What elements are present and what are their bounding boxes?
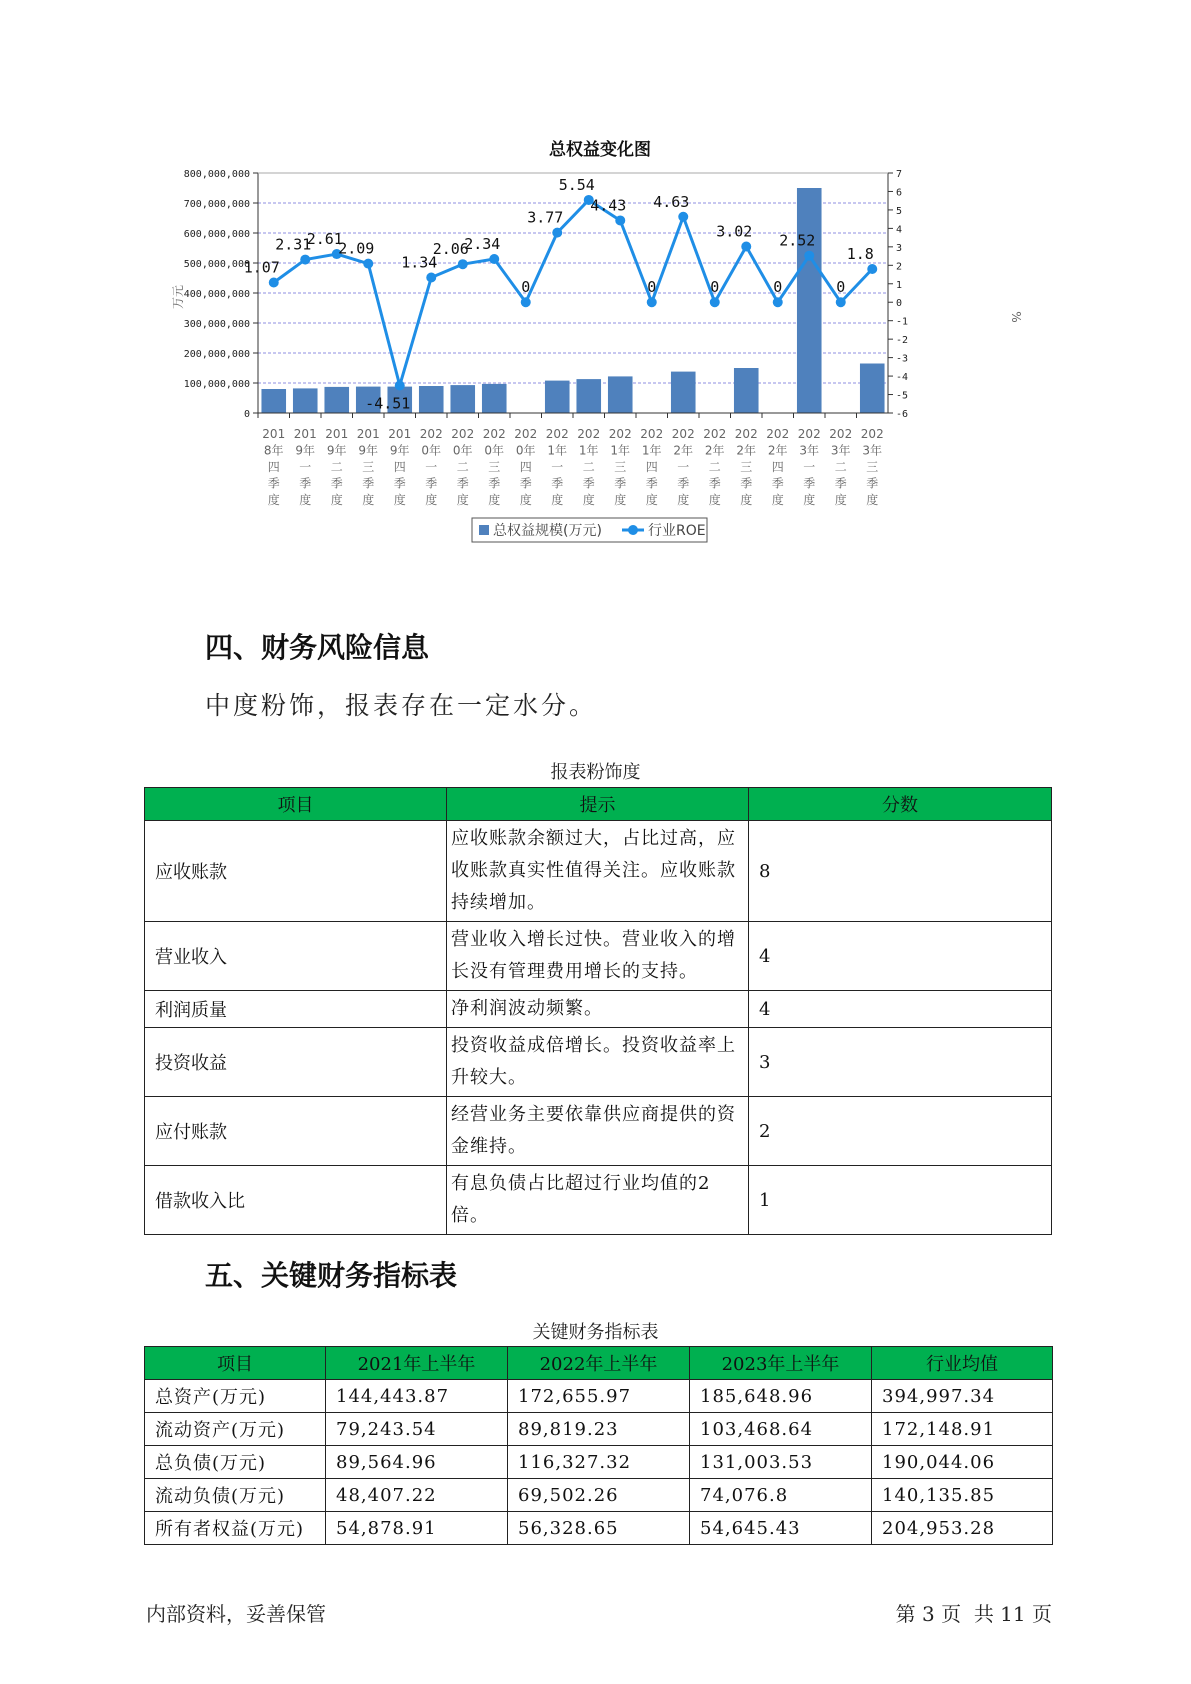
x-tick-label: 三 bbox=[614, 460, 627, 474]
table-row bbox=[145, 1446, 1053, 1479]
chart-legend bbox=[472, 518, 707, 542]
risk-tip: 营业收入增长过快。营业收入的增长没有管理费用增长的支持。 bbox=[446, 922, 748, 991]
equity-bar bbox=[419, 386, 444, 413]
x-tick-label: 202 bbox=[797, 427, 821, 441]
x-tick-label: 度 bbox=[645, 493, 658, 507]
total-equity-chart bbox=[170, 135, 1040, 595]
x-tick-label: 202 bbox=[545, 427, 569, 441]
table-row bbox=[145, 1479, 1053, 1512]
x-tick-label: 201 bbox=[356, 427, 380, 441]
roe-point bbox=[867, 264, 877, 274]
risk-item: 营业收入 bbox=[145, 922, 447, 991]
x-tick-label: 一 bbox=[425, 460, 438, 474]
kpi-value: 185,648.96 bbox=[690, 1380, 872, 1413]
x-tick-label: 度 bbox=[299, 493, 312, 507]
legend-bar-label: 总权益规模(万元) bbox=[493, 523, 602, 539]
roe-data-label: 4.63 bbox=[653, 192, 690, 211]
x-tick-label: 度 bbox=[866, 493, 879, 507]
x-tick-label: 3年 bbox=[862, 443, 883, 458]
header-2021h1: 2021年上半年 bbox=[326, 1347, 508, 1380]
roe-data-label: 1.34 bbox=[401, 253, 438, 272]
kpi-item: 流动资产(万元) bbox=[145, 1413, 326, 1446]
left-tick-label: 500,000,000 bbox=[183, 259, 250, 270]
x-tick-label: 度 bbox=[456, 493, 469, 507]
roe-data-label: 0 bbox=[710, 278, 720, 297]
table-row bbox=[145, 991, 1052, 1028]
x-tick-label: 度 bbox=[551, 493, 564, 507]
x-tick-label: 一 bbox=[299, 460, 312, 474]
equity-bar bbox=[671, 372, 696, 413]
roe-data-label: 2.34 bbox=[464, 235, 501, 254]
x-tick-label: 202 bbox=[860, 427, 884, 441]
x-tick-label: 季 bbox=[299, 476, 312, 491]
x-tick-label: 度 bbox=[803, 493, 816, 507]
left-tick-label: 300,000,000 bbox=[183, 319, 250, 330]
x-tick-label: 3年 bbox=[799, 443, 820, 458]
x-tick-label: 三 bbox=[740, 460, 753, 474]
x-tick-label: 三 bbox=[488, 460, 501, 474]
kpi-value: 131,003.53 bbox=[690, 1446, 872, 1479]
x-tick-label: 0年 bbox=[452, 443, 473, 458]
roe-data-label: 2.09 bbox=[338, 239, 375, 258]
x-tick-label: 季 bbox=[803, 476, 816, 491]
x-tick-label: 202 bbox=[577, 427, 601, 441]
risk-item: 借款收入比 bbox=[145, 1166, 447, 1235]
equity-bar bbox=[797, 188, 822, 413]
right-tick-label: 1 bbox=[896, 279, 903, 291]
risk-tip: 投资收益成倍增长。投资收益率上升较大。 bbox=[446, 1028, 748, 1097]
header-industry-avg: 行业均值 bbox=[872, 1347, 1053, 1380]
x-tick-label: 季 bbox=[267, 476, 280, 491]
x-tick-label: 0年 bbox=[484, 443, 505, 458]
right-tick-label: 5 bbox=[896, 205, 903, 217]
right-tick-label: -4 bbox=[896, 372, 909, 384]
kpi-value: 79,243.54 bbox=[326, 1413, 508, 1446]
right-tick-label: -3 bbox=[896, 353, 909, 365]
right-tick-label: 7 bbox=[896, 169, 903, 180]
x-tick-label: 二 bbox=[456, 460, 469, 474]
x-tick-label: 201 bbox=[262, 427, 286, 441]
table-row bbox=[145, 1166, 1052, 1235]
section-5-heading: 五、关键财务指标表 bbox=[205, 1259, 458, 1292]
legend-line-label: 行业ROE bbox=[648, 523, 706, 539]
right-tick-label: 4 bbox=[896, 224, 903, 236]
x-tick-label: 季 bbox=[740, 476, 753, 491]
left-tick-label: 600,000,000 bbox=[183, 229, 250, 240]
x-tick-label: 季 bbox=[582, 476, 595, 491]
x-tick-label: 季 bbox=[645, 476, 658, 491]
equity-bar bbox=[545, 381, 570, 413]
kpi-value: 204,953.28 bbox=[872, 1512, 1053, 1545]
left-tick-label: 0 bbox=[243, 409, 250, 420]
kpi-item: 总资产(万元) bbox=[145, 1380, 326, 1413]
header-2022h1: 2022年上半年 bbox=[508, 1347, 690, 1380]
x-tick-label: 202 bbox=[419, 427, 443, 441]
kpi-value: 69,502.26 bbox=[508, 1479, 690, 1512]
roe-data-label: -4.51 bbox=[365, 394, 411, 413]
x-tick-label: 季 bbox=[519, 476, 532, 491]
x-tick-label: 202 bbox=[703, 427, 727, 441]
right-tick-label: -2 bbox=[896, 335, 909, 347]
x-tick-label: 季 bbox=[456, 476, 469, 491]
table-row bbox=[145, 1028, 1052, 1097]
kpi-value: 103,468.64 bbox=[690, 1413, 872, 1446]
left-tick-label: 200,000,000 bbox=[183, 349, 250, 360]
x-tick-label: 201 bbox=[388, 427, 412, 441]
x-tick-label: 0年 bbox=[515, 443, 536, 458]
kpi-value: 48,407.22 bbox=[326, 1479, 508, 1512]
kpi-value: 116,327.32 bbox=[508, 1446, 690, 1479]
x-tick-label: 季 bbox=[614, 476, 627, 491]
x-tick-label: 9年 bbox=[295, 443, 316, 458]
right-tick-label: 0 bbox=[896, 298, 903, 310]
section-4-heading: 四、财务风险信息 bbox=[205, 631, 430, 664]
x-tick-label: 度 bbox=[425, 493, 438, 507]
equity-bar bbox=[576, 379, 601, 413]
right-tick-label: 3 bbox=[896, 242, 903, 254]
right-tick-label: -1 bbox=[896, 316, 909, 328]
x-tick-label: 度 bbox=[519, 493, 532, 507]
roe-data-label: 3.77 bbox=[527, 208, 564, 227]
x-tick-label: 0年 bbox=[421, 443, 442, 458]
roe-point bbox=[741, 241, 751, 251]
kpi-value: 394,997.34 bbox=[872, 1380, 1053, 1413]
roe-point bbox=[363, 259, 373, 269]
x-tick-label: 度 bbox=[708, 493, 721, 507]
roe-point bbox=[300, 255, 310, 265]
left-tick-label: 400,000,000 bbox=[183, 289, 250, 300]
x-tick-label: 季 bbox=[708, 476, 721, 491]
right-tick-label: -5 bbox=[896, 390, 909, 402]
x-tick-label: 二 bbox=[708, 460, 721, 474]
roe-data-label: 1.07 bbox=[243, 258, 280, 277]
roe-point bbox=[773, 297, 783, 307]
kpi-value: 54,878.91 bbox=[326, 1512, 508, 1545]
kpi-value: 140,135.85 bbox=[872, 1479, 1053, 1512]
risk-summary: 中度粉饰，报表存在一定水分。 bbox=[205, 691, 598, 720]
table-row bbox=[145, 1097, 1052, 1166]
right-axis-label: % bbox=[1009, 311, 1023, 323]
kpi-value: 56,328.65 bbox=[508, 1512, 690, 1545]
x-tick-label: 四 bbox=[393, 460, 406, 474]
x-tick-label: 一 bbox=[677, 460, 690, 474]
legend-bar-swatch bbox=[479, 525, 489, 535]
x-tick-label: 四 bbox=[519, 460, 532, 474]
x-tick-label: 202 bbox=[608, 427, 632, 441]
x-tick-label: 季 bbox=[677, 476, 690, 491]
x-tick-label: 四 bbox=[267, 460, 280, 474]
risk-score: 4 bbox=[748, 991, 1051, 1028]
risk-tip: 经营业务主要依靠供应商提供的资金维持。 bbox=[446, 1097, 748, 1166]
kpi-value: 74,076.8 bbox=[690, 1479, 872, 1512]
left-axis-ticks bbox=[184, 169, 258, 420]
kpi-value: 89,819.23 bbox=[508, 1413, 690, 1446]
roe-data-label: 0 bbox=[521, 278, 531, 297]
x-tick-label: 度 bbox=[267, 493, 280, 507]
right-axis-ticks bbox=[888, 169, 908, 420]
x-tick-label: 202 bbox=[671, 427, 695, 441]
x-tick-label: 度 bbox=[771, 493, 784, 507]
kpi-value: 54,645.43 bbox=[690, 1512, 872, 1545]
header-score: 分数 bbox=[748, 788, 1051, 821]
risk-table-header bbox=[145, 788, 1052, 821]
right-tick-label: 6 bbox=[896, 187, 903, 199]
x-tick-label: 8年 bbox=[263, 443, 284, 458]
header-item: 项目 bbox=[145, 788, 447, 821]
footer-confidential: 内部资料，妥善保管 bbox=[146, 1602, 326, 1626]
roe-point bbox=[489, 254, 499, 264]
risk-item: 投资收益 bbox=[145, 1028, 447, 1097]
legend-line-marker bbox=[628, 525, 638, 535]
roe-point bbox=[710, 297, 720, 307]
x-tick-label: 度 bbox=[677, 493, 690, 507]
right-tick-label: 2 bbox=[896, 261, 903, 273]
roe-point bbox=[836, 297, 846, 307]
x-tick-label: 度 bbox=[614, 493, 627, 507]
x-tick-label: 202 bbox=[766, 427, 790, 441]
left-tick-label: 100,000,000 bbox=[183, 379, 250, 390]
x-tick-label: 2年 bbox=[673, 443, 694, 458]
x-tick-label: 二 bbox=[834, 460, 847, 474]
x-tick-label: 度 bbox=[488, 493, 501, 507]
footer-page-number: 第 3 页 共 11 页 bbox=[895, 1602, 1052, 1626]
x-tick-label: 二 bbox=[582, 460, 595, 474]
roe-data-label: 2.31 bbox=[275, 235, 312, 254]
roe-data-label: 2.52 bbox=[779, 231, 816, 250]
x-tick-label: 度 bbox=[362, 493, 375, 507]
x-tick-label: 一 bbox=[803, 460, 816, 474]
x-tick-label: 季 bbox=[834, 476, 847, 491]
x-tick-label: 202 bbox=[734, 427, 758, 441]
x-tick-label: 2年 bbox=[767, 443, 788, 458]
x-tick-label: 一 bbox=[551, 460, 564, 474]
x-tick-label: 度 bbox=[393, 493, 406, 507]
x-tick-label: 1年 bbox=[610, 443, 631, 458]
kpi-item: 总负债(万元) bbox=[145, 1446, 326, 1479]
kpi-value: 89,564.96 bbox=[326, 1446, 508, 1479]
kpi-item: 所有者权益(万元) bbox=[145, 1512, 326, 1545]
x-tick-label: 2年 bbox=[704, 443, 725, 458]
x-tick-label: 季 bbox=[551, 476, 564, 491]
left-tick-label: 800,000,000 bbox=[183, 169, 250, 180]
header-2023h1: 2023年上半年 bbox=[690, 1347, 872, 1380]
roe-point bbox=[269, 277, 279, 287]
x-tick-label: 度 bbox=[330, 493, 343, 507]
x-tick-label: 202 bbox=[514, 427, 538, 441]
x-tick-label: 1年 bbox=[641, 443, 662, 458]
x-tick-label: 2年 bbox=[736, 443, 757, 458]
equity-bar bbox=[482, 384, 507, 413]
roe-point bbox=[521, 297, 531, 307]
x-tick-label: 三 bbox=[362, 460, 375, 474]
kpi-table bbox=[144, 1346, 1053, 1545]
roe-point bbox=[615, 215, 625, 225]
table-row bbox=[145, 922, 1052, 991]
x-tick-label: 1年 bbox=[547, 443, 568, 458]
risk-table bbox=[144, 787, 1052, 1235]
roe-point bbox=[647, 297, 657, 307]
x-tick-label: 9年 bbox=[326, 443, 347, 458]
roe-data-label: 2.61 bbox=[306, 230, 343, 249]
kpi-table-caption: 关键财务指标表 bbox=[532, 1322, 659, 1343]
roe-point bbox=[804, 251, 814, 261]
kpi-value: 144,443.87 bbox=[326, 1380, 508, 1413]
x-tick-label: 202 bbox=[829, 427, 853, 441]
x-tick-label: 季 bbox=[393, 476, 406, 491]
risk-score: 8 bbox=[748, 821, 1051, 922]
x-tick-label: 9年 bbox=[389, 443, 410, 458]
equity-bar bbox=[450, 385, 475, 413]
x-tick-label: 9年 bbox=[358, 443, 379, 458]
bar-series bbox=[261, 188, 884, 413]
x-tick-label: 季 bbox=[362, 476, 375, 491]
risk-score: 4 bbox=[748, 922, 1051, 991]
x-tick-label: 1年 bbox=[578, 443, 599, 458]
x-tick-label: 201 bbox=[293, 427, 317, 441]
left-axis-label: 万元 bbox=[171, 284, 185, 310]
risk-tip: 净利润波动频繁。 bbox=[446, 991, 748, 1028]
roe-point bbox=[426, 272, 436, 282]
x-tick-label: 季 bbox=[771, 476, 784, 491]
x-tick-label: 三 bbox=[866, 460, 879, 474]
table-row bbox=[145, 1380, 1053, 1413]
x-tick-label: 四 bbox=[645, 460, 658, 474]
kpi-table-header bbox=[145, 1347, 1053, 1380]
x-tick-label: 季 bbox=[488, 476, 501, 491]
equity-bar bbox=[734, 368, 759, 413]
x-tick-label: 度 bbox=[740, 493, 753, 507]
header-tip: 提示 bbox=[446, 788, 748, 821]
roe-data-label: 4.43 bbox=[590, 196, 627, 215]
roe-data-label: 0 bbox=[647, 278, 657, 297]
risk-item: 应付账款 bbox=[145, 1097, 447, 1166]
roe-point bbox=[395, 380, 405, 390]
chart-title: 总权益变化图 bbox=[549, 140, 651, 160]
roe-data-label: 5.54 bbox=[558, 175, 595, 194]
x-tick-label: 季 bbox=[425, 476, 438, 491]
roe-data-label: 0 bbox=[836, 278, 846, 297]
x-tick-label: 季 bbox=[866, 476, 879, 491]
x-tick-label: 季 bbox=[330, 476, 343, 491]
equity-bar bbox=[293, 388, 318, 413]
risk-score: 2 bbox=[748, 1097, 1051, 1166]
table-row bbox=[145, 821, 1052, 922]
equity-bar bbox=[324, 387, 349, 413]
x-tick-label: 201 bbox=[325, 427, 349, 441]
x-tick-label: 度 bbox=[834, 493, 847, 507]
roe-point bbox=[552, 228, 562, 238]
equity-bar bbox=[261, 389, 286, 413]
kpi-item: 流动负债(万元) bbox=[145, 1479, 326, 1512]
kpi-value: 172,148.91 bbox=[872, 1413, 1053, 1446]
roe-point bbox=[678, 212, 688, 222]
risk-item: 利润质量 bbox=[145, 991, 447, 1028]
roe-data-label: 3.02 bbox=[716, 222, 753, 241]
roe-data-label: 1.8 bbox=[846, 245, 874, 263]
x-tick-label: 202 bbox=[482, 427, 506, 441]
right-tick-label: -6 bbox=[896, 409, 909, 420]
kpi-value: 190,044.06 bbox=[872, 1446, 1053, 1479]
table-row bbox=[145, 1413, 1053, 1446]
x-tick-label: 四 bbox=[771, 460, 784, 474]
left-tick-label: 700,000,000 bbox=[183, 199, 250, 210]
kpi-value: 172,655.97 bbox=[508, 1380, 690, 1413]
risk-score: 1 bbox=[748, 1166, 1051, 1235]
x-axis-categories bbox=[258, 413, 884, 507]
table-row bbox=[145, 1512, 1053, 1545]
x-tick-label: 度 bbox=[582, 493, 595, 507]
risk-tip: 有息负债占比超过行业均值的2倍。 bbox=[446, 1166, 748, 1235]
roe-data-label: 2.06 bbox=[432, 240, 469, 259]
x-tick-label: 202 bbox=[451, 427, 475, 441]
equity-bar bbox=[860, 364, 885, 414]
x-tick-label: 3年 bbox=[830, 443, 851, 458]
risk-score: 3 bbox=[748, 1028, 1051, 1097]
risk-table-caption: 报表粉饰度 bbox=[550, 762, 641, 783]
risk-item: 应收账款 bbox=[145, 821, 447, 922]
roe-data-label: 0 bbox=[773, 278, 783, 297]
roe-line-series bbox=[244, 176, 878, 413]
roe-point bbox=[458, 259, 468, 269]
equity-bar bbox=[608, 376, 633, 413]
x-tick-label: 二 bbox=[330, 460, 343, 474]
risk-tip: 应收账款余额过大，占比过高，应收账款真实性值得关注。应收账款持续增加。 bbox=[446, 821, 748, 922]
header-item: 项目 bbox=[145, 1347, 326, 1380]
x-tick-label: 202 bbox=[640, 427, 664, 441]
